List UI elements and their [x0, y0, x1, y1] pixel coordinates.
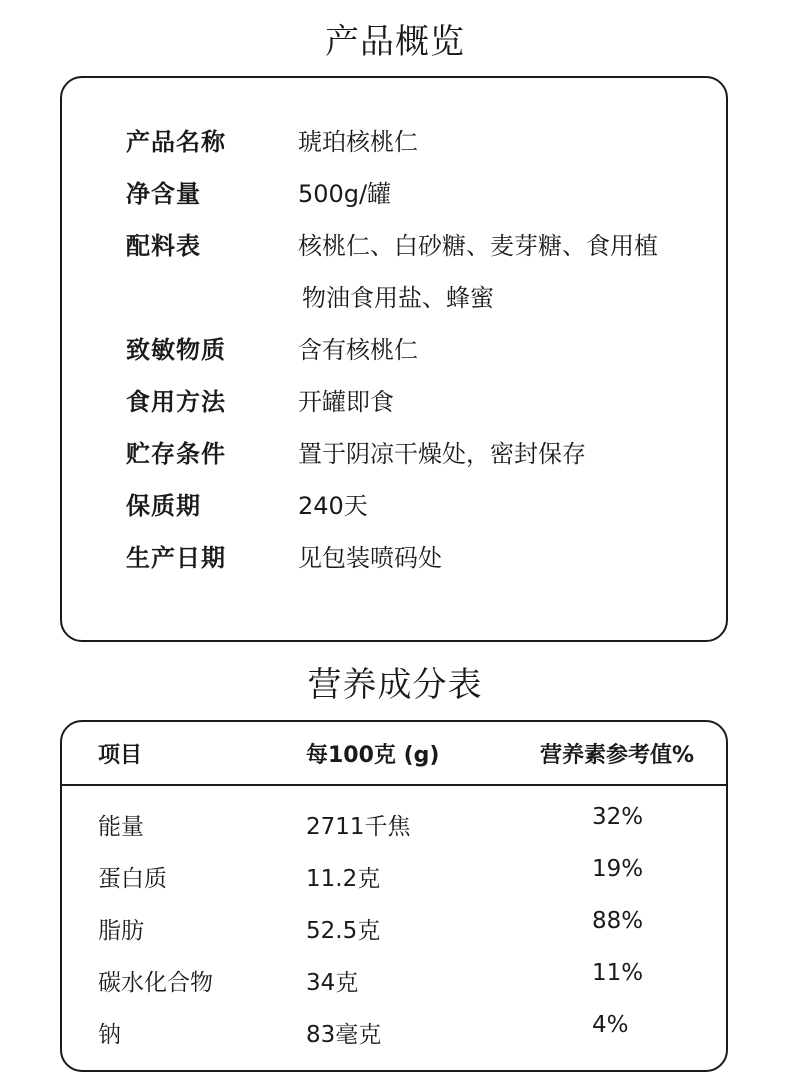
cell-item: 蛋白质 — [98, 866, 167, 892]
row-label: 净含量 — [126, 180, 201, 208]
cell-nrv: 88% — [592, 908, 644, 934]
header-per100g: 每100克 (g) — [306, 743, 440, 768]
cell-per100g: 34克 — [306, 970, 359, 996]
cell-nrv: 4% — [592, 1012, 629, 1038]
overview-title: 产品概览 — [325, 22, 465, 62]
cell-per100g: 11.2克 — [306, 866, 381, 892]
cell-nrv: 32% — [592, 804, 644, 830]
row-value: 核桃仁、白砂糖、麦芽糖、食用植 — [298, 232, 658, 260]
row-value: 见包装喷码处 — [298, 544, 442, 572]
overview-panel — [60, 76, 728, 642]
nutrition-title: 营养成分表 — [307, 665, 483, 705]
cell-nrv: 19% — [592, 856, 644, 882]
nutrition-table-header — [62, 722, 726, 786]
cell-item: 脂肪 — [98, 918, 144, 944]
row-value-continued: 物油食用盐、蜂蜜 — [302, 284, 494, 312]
row-value: 开罐即食 — [298, 388, 394, 416]
nutrition-table — [60, 720, 728, 1072]
cell-item: 能量 — [98, 814, 144, 840]
header-nrv: 营养素参考值% — [540, 743, 695, 768]
row-label: 保质期 — [126, 492, 201, 520]
row-value: 置于阴凉干燥处，密封保存 — [298, 440, 586, 468]
cell-per100g: 52.5克 — [306, 918, 381, 944]
row-value: 500g/罐 — [298, 180, 392, 208]
row-value: 240天 — [298, 492, 368, 520]
cell-per100g: 83毫克 — [306, 1022, 382, 1048]
row-label: 生产日期 — [126, 544, 226, 572]
row-value: 琥珀核桃仁 — [298, 128, 418, 156]
cell-per100g: 2711千焦 — [306, 814, 411, 840]
cell-item: 钠 — [98, 1022, 121, 1048]
row-label: 致敏物质 — [126, 336, 226, 364]
row-value: 含有核桃仁 — [298, 336, 418, 364]
row-label: 产品名称 — [126, 128, 226, 156]
row-label: 配料表 — [126, 232, 201, 260]
header-item: 项目 — [98, 743, 143, 768]
cell-nrv: 11% — [592, 960, 644, 986]
row-label: 贮存条件 — [126, 440, 226, 468]
row-label: 食用方法 — [126, 388, 226, 416]
cell-item: 碳水化合物 — [98, 970, 213, 996]
